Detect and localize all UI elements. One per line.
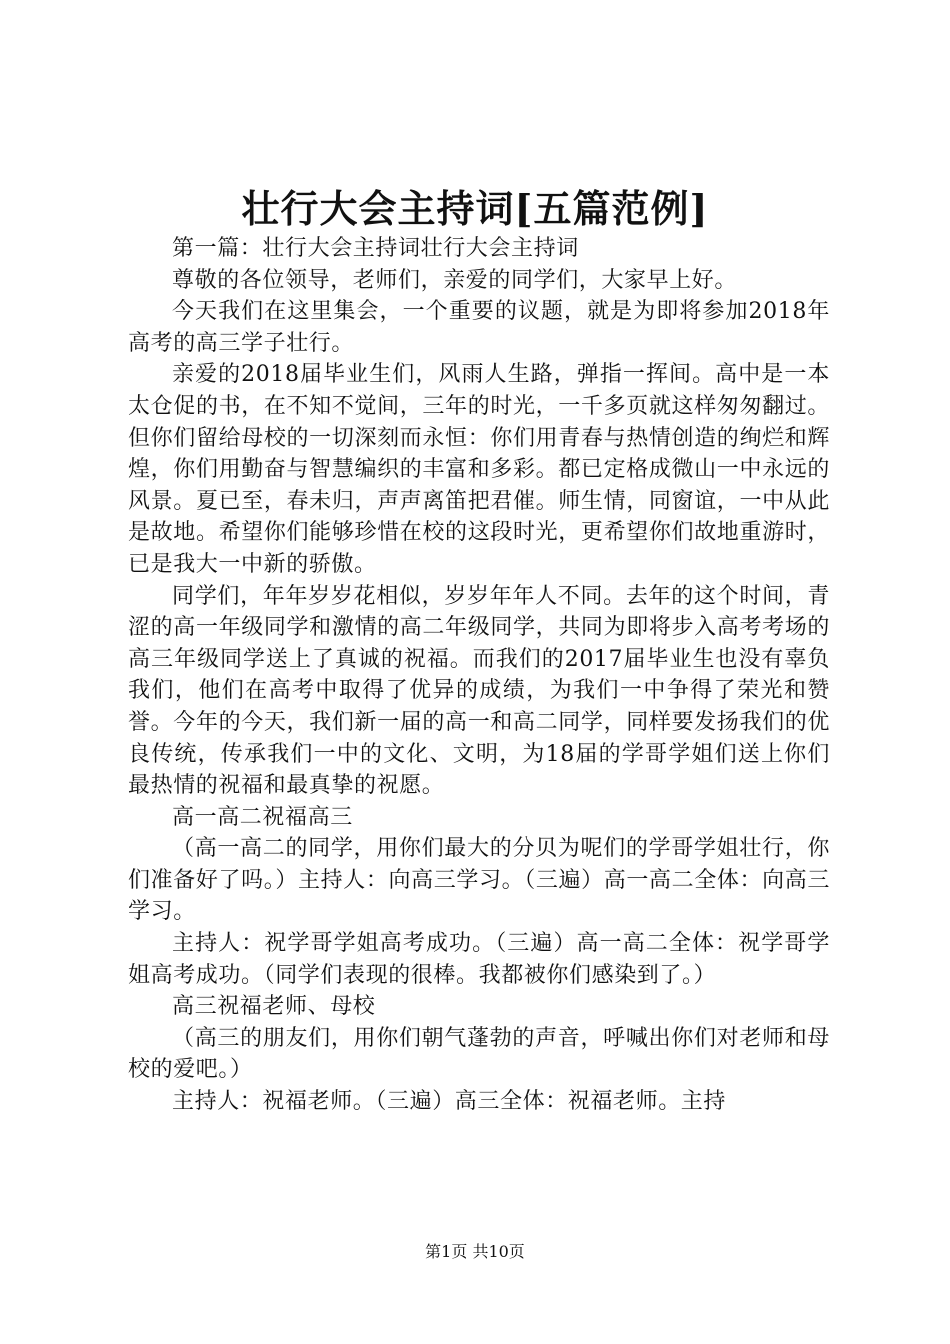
- paragraph: 今天我们在这里集会，一个重要的议题，就是为即将参加2018年高考的高三学子壮行。: [128, 299, 830, 356]
- document-title: 壮行大会主持词[五篇范例]: [241, 186, 709, 231]
- paragraph: 主持人：祝福老师。（三遍）高三全体：祝福老师。主持: [172, 1089, 727, 1115]
- paragraph: （高一高二的同学，用你们最大的分贝为呢们的学哥学姐壮行，你们准备好了吗。）主持人：向高三学习。（三遍）高一高二全体：向高三学习。: [128, 836, 830, 925]
- paragraph: 高一高二祝福高三: [172, 804, 353, 830]
- paragraph: 尊敬的各位领导，老师们，亲爱的同学们，大家早上好。: [172, 267, 738, 293]
- paragraph: 高三祝福老师、母校: [172, 994, 376, 1020]
- paragraph: 亲爱的2018届毕业生们，风雨人生路，弹指一挥间。高中是一本太仓促的书，在不知不觉间，三年的时光，一千多页就这样匆匆翻过。但你们留给母校的一切深刻而永恒：你们用青春与热情创造的绚烂和辉煌，你们用勤奋与智慧编织的丰富和多彩。都已定格成微山一中永远的风景。夏已至，春未归，声声离笛把君催。师生情，同窗谊，一中从此是故地。希望你们能够珍惜在校的这段时光，更希望你们故地重游时，已是我大一中新的骄傲。: [128, 362, 830, 577]
- paragraph: （高三的朋友们，用你们朝气蓬勃的声音，呼喊出你们对老师和母校的爱吧。）: [128, 1025, 830, 1083]
- paragraph: 同学们，年年岁岁花相似，岁岁年年人不同。去年的这个时间，青涩的高一年级同学和激情的高二年级同学，共同为即将步入高考考场的高三年级同学送上了真诚的祝福。而我们的2017届毕业生也没有辜负我们，他们在高考中取得了优异的成绩，为我们一中争得了荣光和赞誉。今年的今天，我们新一届的高一和高二同学，同样要发扬我们的优良传统，传承我们一中的文化、文明，为18届的学哥学姐们送上你们最热情的祝福和最真挚的祝愿。: [128, 583, 830, 799]
- paragraph: 主持人：祝学哥学姐高考成功。（三遍）高一高二全体：祝学哥学姐高考成功。（同学们表现的很棒。我都被你们感染到了。）: [128, 931, 830, 988]
- paragraph: 第一篇：壮行大会主持词壮行大会主持词: [172, 236, 579, 261]
- page-footer: 第1页 共10页: [425, 1242, 525, 1261]
- document-body: [128, 233, 830, 1118]
